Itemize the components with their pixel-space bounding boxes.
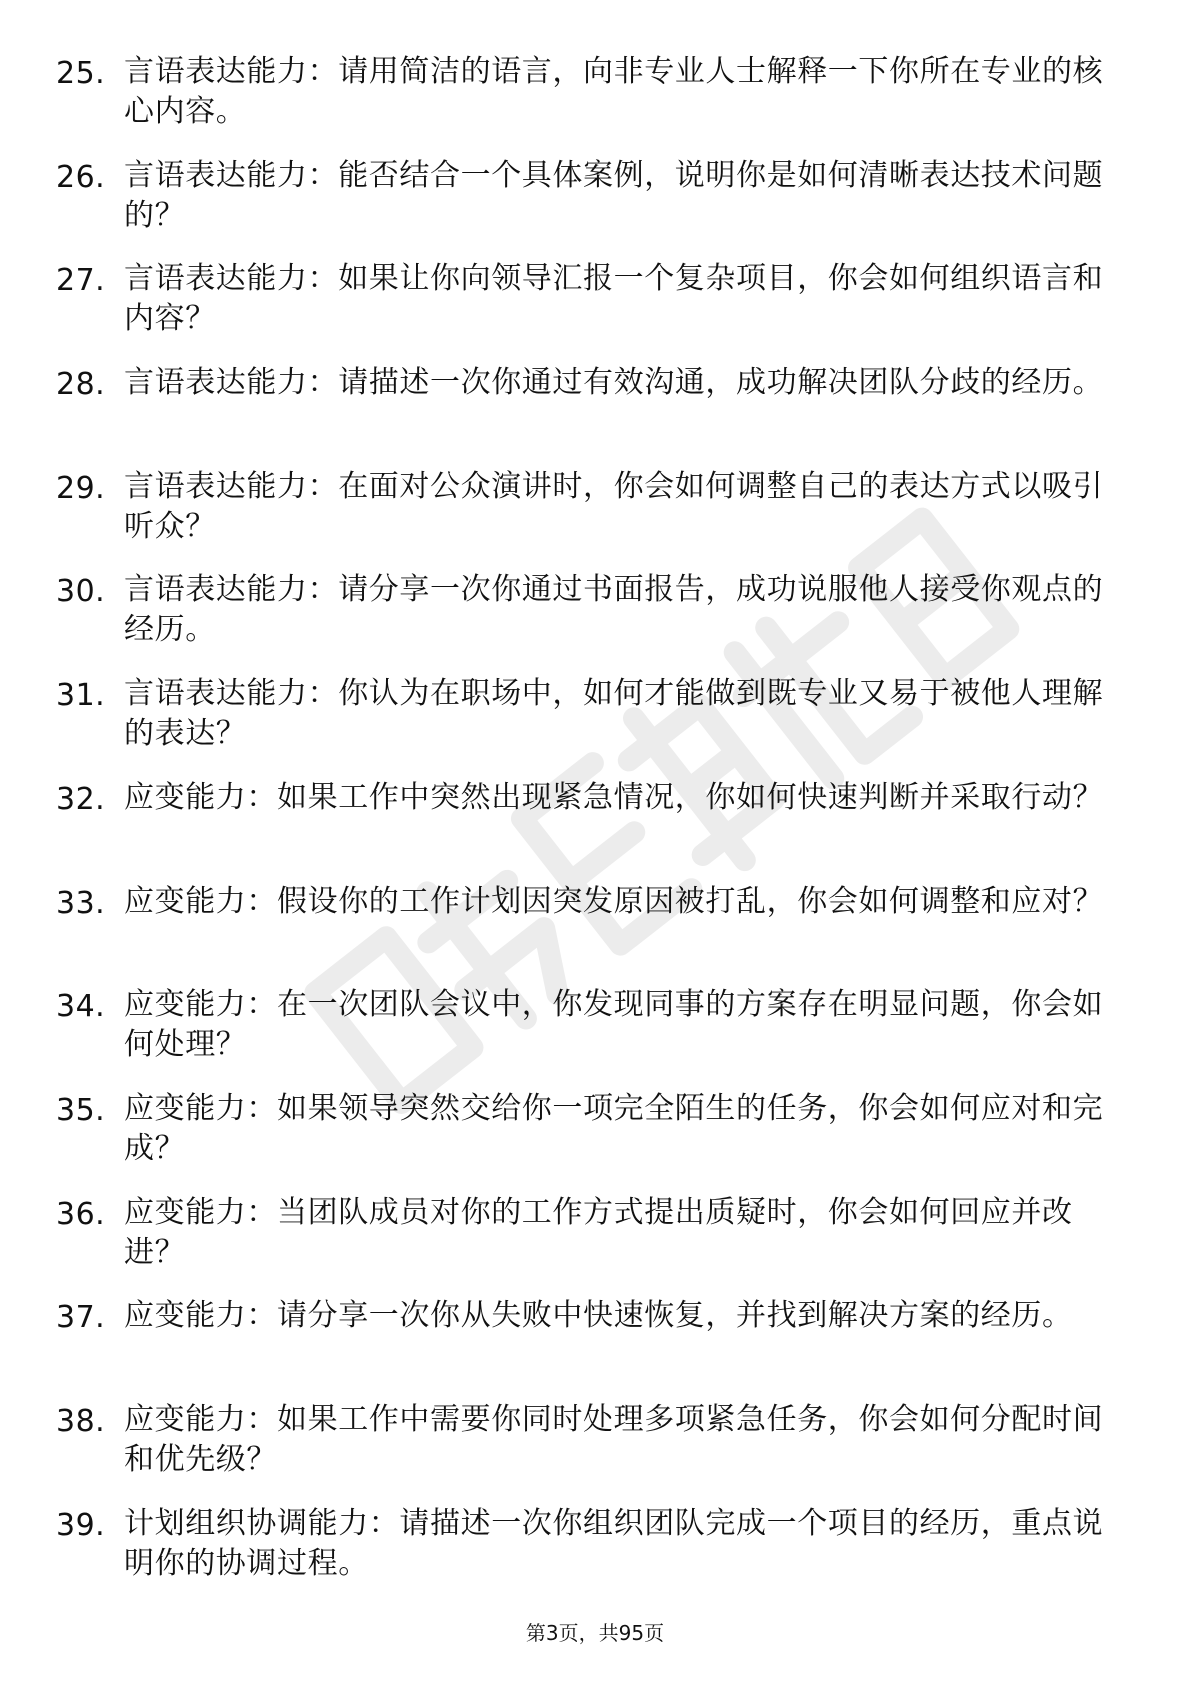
question-number: 31. — [56, 678, 106, 714]
question-item — [56, 570, 1116, 674]
page-number-label: 第3页，共95页 — [525, 1621, 665, 1645]
question-item — [56, 1296, 1116, 1400]
question-text: 应变能力：如果领导突然交给你一项完全陌生的任务，你会如何应对和完成？ — [124, 1090, 1104, 1166]
question-number: 28. — [56, 367, 106, 403]
question-number: 36. — [56, 1196, 106, 1232]
question-item — [56, 259, 1116, 363]
question-number: 25. — [56, 56, 106, 91]
question-text: 应变能力：当团队成员对你的工作方式提出质疑时，你会如何回应并改进？ — [124, 1194, 1073, 1270]
question-text: 计划组织协调能力：请描述一次你组织团队完成一个项目的经历，重点说明你的协调过程。 — [124, 1505, 1104, 1581]
page-footer — [0, 1617, 1190, 1646]
question-item — [56, 778, 1116, 882]
question-item — [56, 363, 1116, 467]
question-text: 应变能力：在一次团队会议中，你发现同事的方案存在明显问题，你会如何处理？ — [124, 987, 1104, 1063]
question-text: 言语表达能力：请分享一次你通过书面报告，成功说服他人接受你观点的经历。 — [124, 572, 1104, 648]
question-text: 应变能力：请分享一次你从失败中快速恢复，并找到解决方案的经历。 — [124, 1298, 1073, 1334]
question-number: 39. — [56, 1507, 106, 1543]
question-item — [56, 985, 1116, 1089]
question-list — [56, 52, 1116, 1607]
question-text: 言语表达能力：你认为在职场中，如何才能做到既专业又易于被他人理解的表达？ — [124, 676, 1104, 752]
question-text: 应变能力：假设你的工作计划因突发原因被打乱，你会如何调整和应对？ — [124, 883, 1104, 919]
question-item — [56, 1089, 1116, 1193]
question-number: 34. — [56, 989, 106, 1025]
question-item — [56, 882, 1116, 986]
question-item — [56, 467, 1116, 571]
question-text: 应变能力：如果工作中需要你同时处理多项紧急任务，你会如何分配时间和优先级？ — [124, 1401, 1104, 1477]
question-number: 37. — [56, 1300, 106, 1336]
question-number: 38. — [56, 1403, 106, 1439]
question-item — [56, 156, 1116, 260]
question-item — [56, 1504, 1116, 1608]
question-number: 33. — [56, 885, 106, 921]
question-text: 言语表达能力：请用简洁的语言，向非专业人士解释一下你所在专业的核心内容。 — [124, 54, 1104, 129]
question-text: 言语表达能力：请描述一次你通过有效沟通，成功解决团队分歧的经历。 — [124, 365, 1104, 401]
question-text: 言语表达能力：如果让你向领导汇报一个复杂项目，你会如何组织语言和内容？ — [124, 261, 1104, 337]
question-number: 30. — [56, 574, 106, 610]
question-item — [56, 1193, 1116, 1297]
question-number: 35. — [56, 1092, 106, 1128]
question-number: 27. — [56, 263, 106, 299]
question-text: 言语表达能力：能否结合一个具体案例，说明你是如何清晰表达技术问题的？ — [124, 157, 1104, 233]
question-text: 应变能力：如果工作中突然出现紧急情况，你如何快速判断并采取行动？ — [124, 779, 1104, 815]
question-item — [56, 1400, 1116, 1504]
question-text: 言语表达能力：在面对公众演讲时，你会如何调整自己的表达方式以吸引听众？ — [124, 468, 1104, 544]
question-number: 32. — [56, 781, 106, 817]
question-number: 29. — [56, 470, 106, 506]
question-item — [56, 674, 1116, 778]
question-number: 26. — [56, 159, 106, 195]
question-item — [56, 52, 1116, 156]
